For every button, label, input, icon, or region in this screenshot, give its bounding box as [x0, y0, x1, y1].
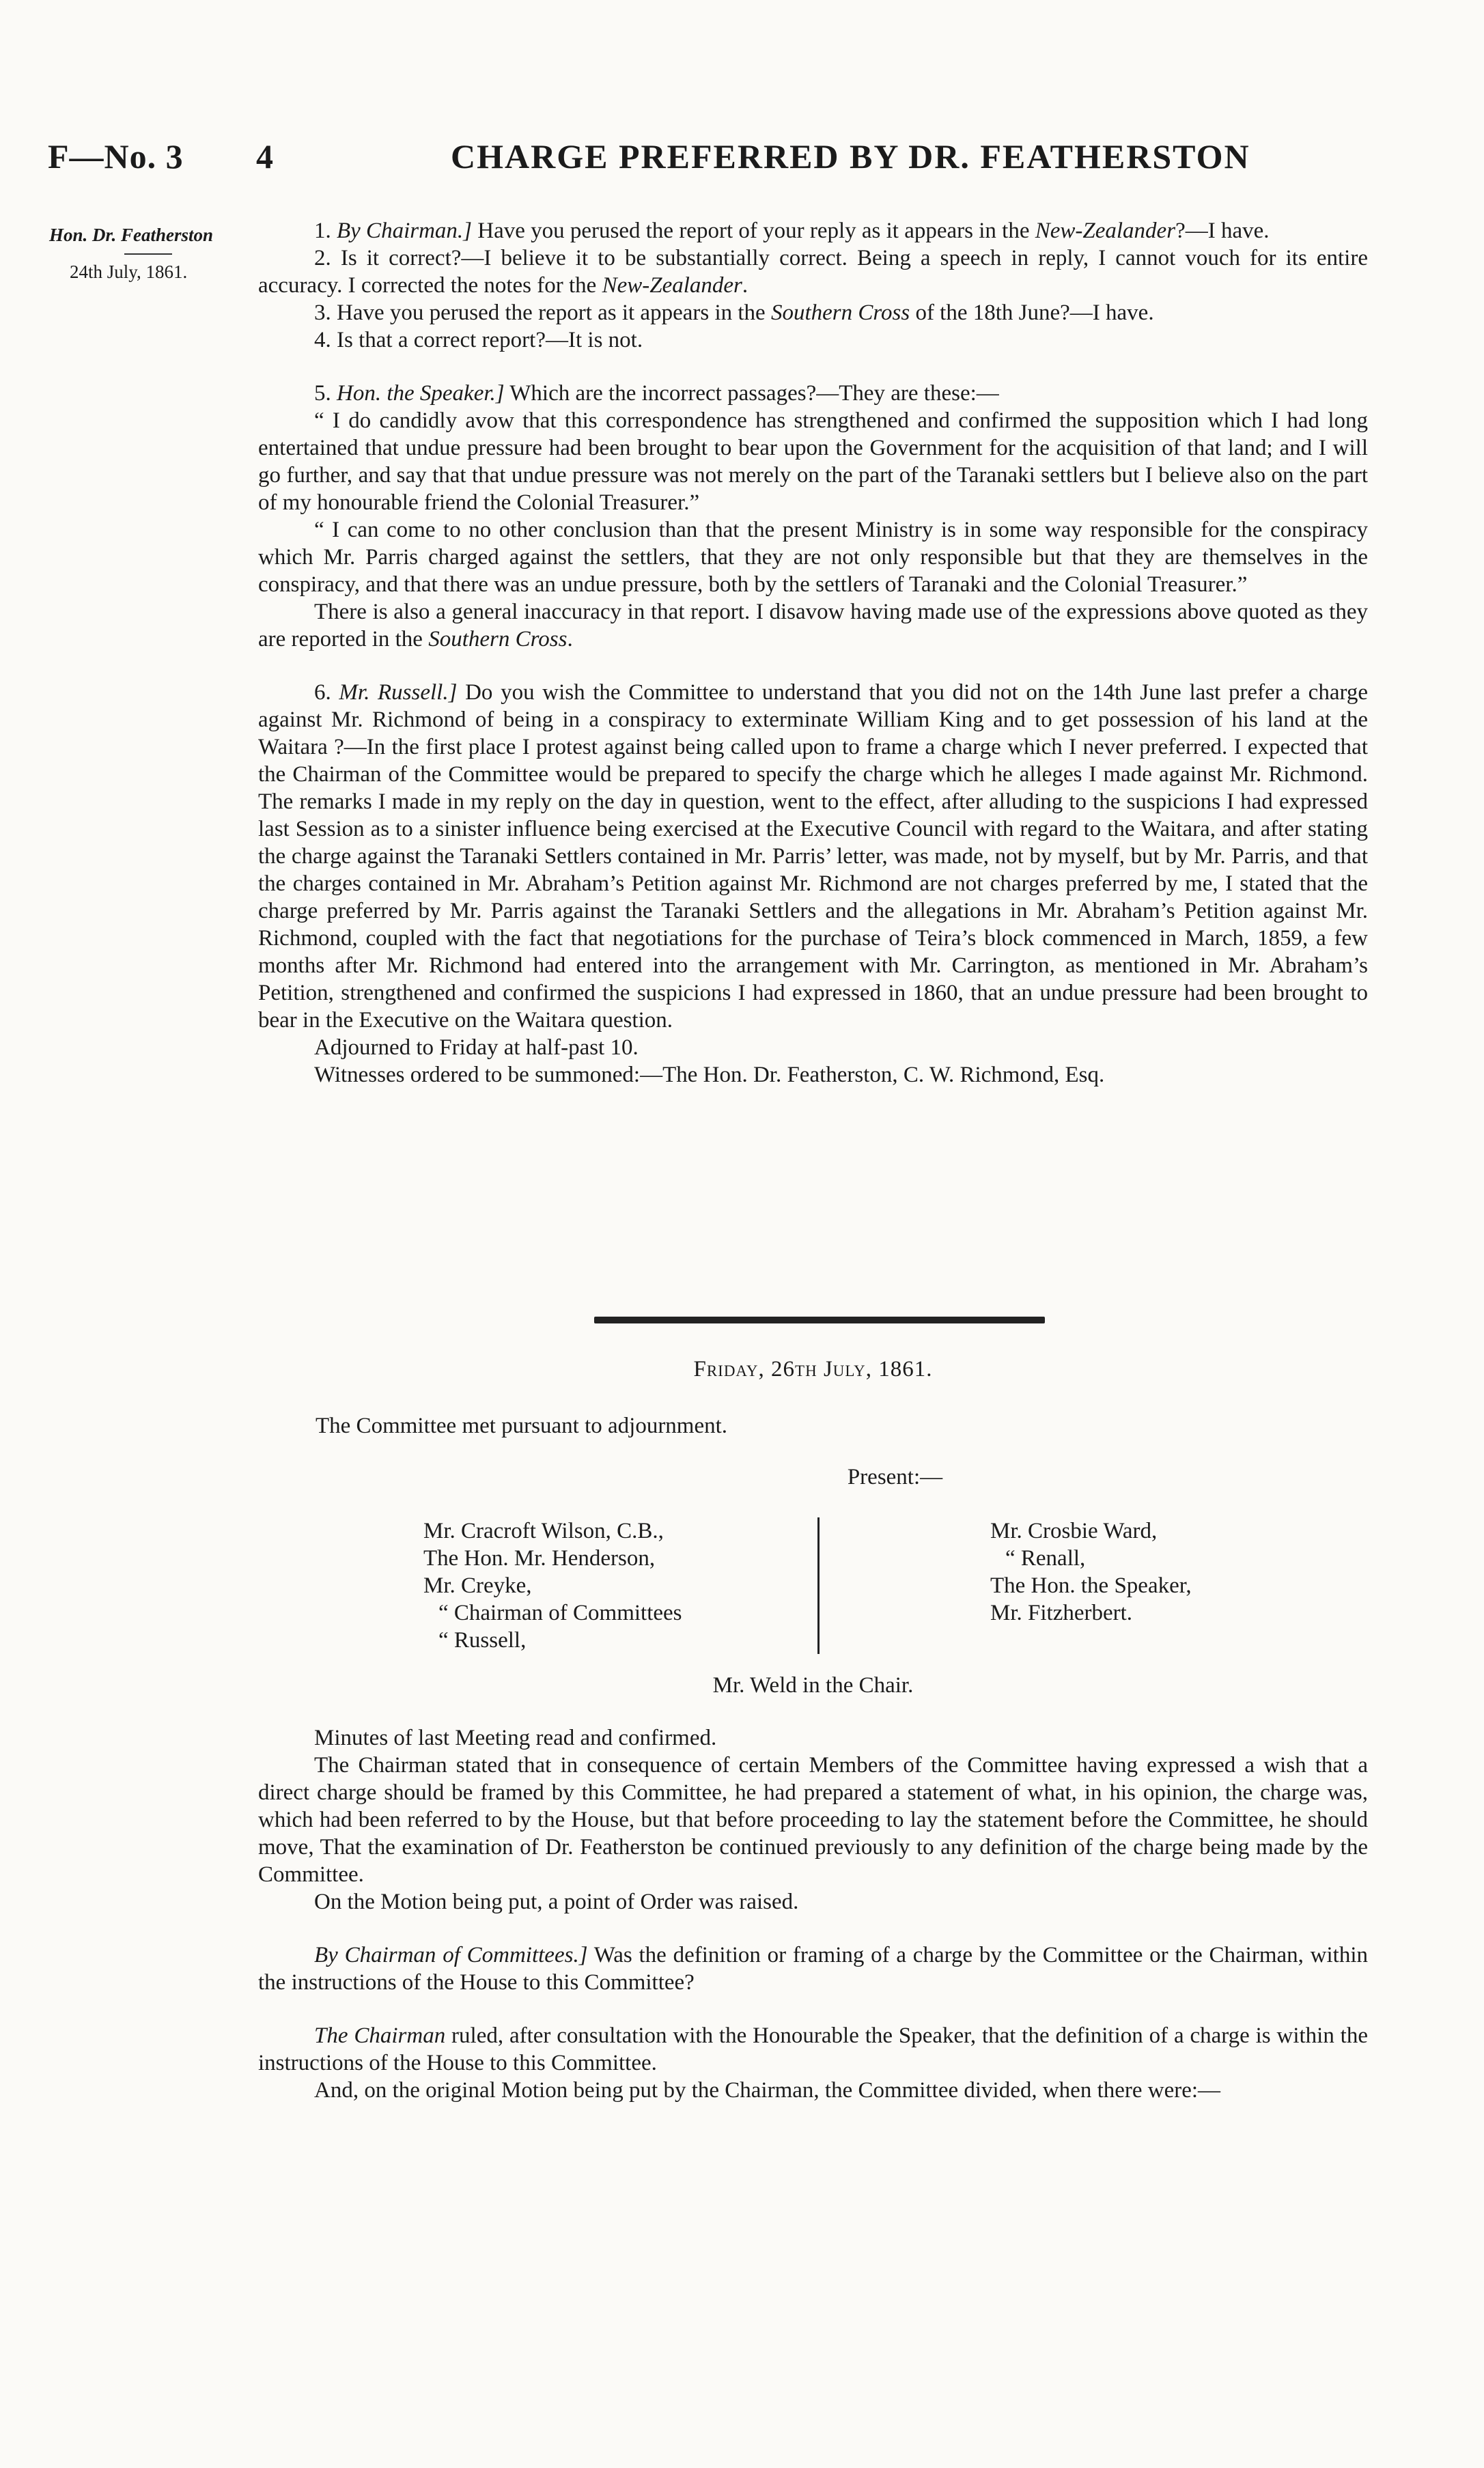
- member: “ Russell,: [438, 1628, 527, 1653]
- members-list-right: [990, 1517, 1192, 1627]
- page-title: CHARGE PREFERRED BY DR. FEATHERSTON: [451, 137, 1250, 176]
- proceedings-text: [258, 1724, 1368, 2104]
- question-4: 4. Is that a correct report?—It is not.: [314, 328, 643, 352]
- document-code: F—No. 3: [48, 137, 184, 176]
- question-5: 5. Hon. the Speaker.] Which are the incorrect passages?—They are these:—: [314, 381, 999, 406]
- inaccuracy-statement: There is also a general inaccuracy in that report. I disavow having made use of the expressions above quoted as they are reported in the Southern Cross.: [258, 600, 1368, 651]
- member: Mr. Cracroft Wilson, C.B.,: [423, 1519, 664, 1543]
- margin-rule: [124, 253, 172, 255]
- chairman-statement: The Chairman stated that in consequence of certain Members of the Committee having expressed a wish that a direct charge should be framed by this Committee, he had prepared a statement of what, in his opinion, the charge was, which had been referred to by the House, but that before proceeding to lay the statement before the Committee, he should move, That the examination of Dr. Featherston be continued previously to any definition of the charge being made by the Committee.: [258, 1753, 1368, 1887]
- minutes-line: Minutes of last Meeting read and confirmed.: [314, 1726, 717, 1750]
- present-heading: Present:—: [847, 1465, 943, 1489]
- quoted-passage-2: “ I can come to no other conclusion than that the present Ministry is in some way responsible for the conspiracy which Mr. Parris charged against the settlers, that they are not only responsible but that they are themselves in the conspiracy, and that there was an undue pressure, both by the settlers of Taranaki and the Colonial Treasurer.”: [258, 518, 1368, 597]
- question-1: 1. By Chairman.] Have you perused the report of your reply as it appears in the New-Zealander?—I have.: [314, 219, 1270, 243]
- members-list-left: [423, 1517, 682, 1654]
- division-line: And, on the original Motion being put by the Chairman, the Committee divided, when there were:—: [314, 2078, 1221, 2103]
- chairman-ruling: The Chairman ruled, after consultation with the Honourable the Speaker, that the definition of a charge is within the instructions of the House to this Committee.: [258, 2023, 1368, 2075]
- meeting-date: Friday, 26th July, 1861.: [693, 1357, 933, 1382]
- member: “ Renall,: [1005, 1546, 1086, 1571]
- member: The Hon. Mr. Henderson,: [423, 1546, 656, 1571]
- members-divider: [817, 1517, 820, 1654]
- point-of-order: By Chairman of Committees.] Was the definition or framing of a charge by the Committee or the Chairman, within the instructions of the House to this Committee?: [258, 1943, 1368, 1995]
- section-divider: [594, 1317, 1045, 1323]
- page-header: [48, 137, 1441, 198]
- member: Mr. Creyke,: [423, 1573, 532, 1598]
- page-number: 4: [256, 137, 273, 176]
- adjourned-line: Adjourned to Friday at half-past 10.: [314, 1035, 639, 1060]
- question-6: 6. Mr. Russell.] Do you wish the Committee to understand that you did not on the 14th June last prefer a charge against Mr. Richmond of being in a conspiracy to exterminate William King and to get possession of his land at the Waitara ?—In the first place I protest against being called upon to frame a charge which I never preferred. I expected that the Chairman of the Committee would be prepared to specify the charge which he alleges I made against Mr. Richmond. The remarks I made in my reply on the day in question, went to the effect, after alluding to the suspicions I had expressed last Session as to a sinister influence being exercised at the Executive Council with regard to the Waitara, and after stating the charge against the Taranaki Settlers contained in Mr. Parris’ letter, was made, not by myself, but by Mr. Parris, and that the charges contained in Mr. Abraham’s Petition against Mr. Richmond are not charges preferred by me, I stated that the charge preferred by Mr. Parris against the Taranaki Settlers and the allegations in Mr. Abraham’s Petition against Mr. Richmond, coupled with the fact that negotiations for the purchase of Teira’s block commenced in March, 1859, a few months after Mr. Richmond had entered into the arrangement with Mr. Carrington, as mentioned in Mr. Abraham’s Petition, strengthened and confirmed the suspicions I had expressed in 1860, that an undue pressure had been brought to bear in the Executive on the Waitara question.: [258, 680, 1369, 1033]
- meeting-opening: The Committee met pursuant to adjournment.: [316, 1414, 728, 1438]
- witness-name: Hon. Dr. Featherston: [49, 225, 214, 245]
- member: Mr. Crosbie Ward,: [990, 1519, 1158, 1543]
- question-2: 2. Is it correct?—I believe it to be substantially correct. Being a speech in reply, I cannot vouch for its entire accuracy. I corrected the notes for the New-Zealander.: [258, 246, 1368, 298]
- witness-date: 24th July, 1861.: [70, 262, 188, 282]
- question-3: 3. Have you perused the report as it appears in the Southern Cross of the 18th June?—I have.: [314, 300, 1154, 325]
- member: The Hon. the Speaker,: [990, 1573, 1192, 1598]
- examination-text: [258, 217, 1368, 1089]
- chair-line: Mr. Weld in the Chair.: [712, 1673, 914, 1698]
- motion-line: On the Motion being put, a point of Order was raised.: [314, 1890, 799, 1914]
- witnesses-line: Witnesses ordered to be summoned:—The Hon. Dr. Featherston, C. W. Richmond, Esq.: [314, 1063, 1105, 1087]
- member: “ Chairman of Committees: [438, 1601, 682, 1625]
- member: Mr. Fitzherbert.: [990, 1601, 1133, 1625]
- quoted-passage-1: “ I do candidly avow that this correspondence has strengthened and confirmed the supposition which I had long entertained that undue pressure had been brought to bear upon the Government for the acquisition of that land; and I will go further, and say that that undue pressure was not merely on the part of the Taranaki settlers but I believe also on the part of my honourable friend the Colonial Treasurer.”: [258, 408, 1368, 515]
- margin-note: [49, 222, 254, 285]
